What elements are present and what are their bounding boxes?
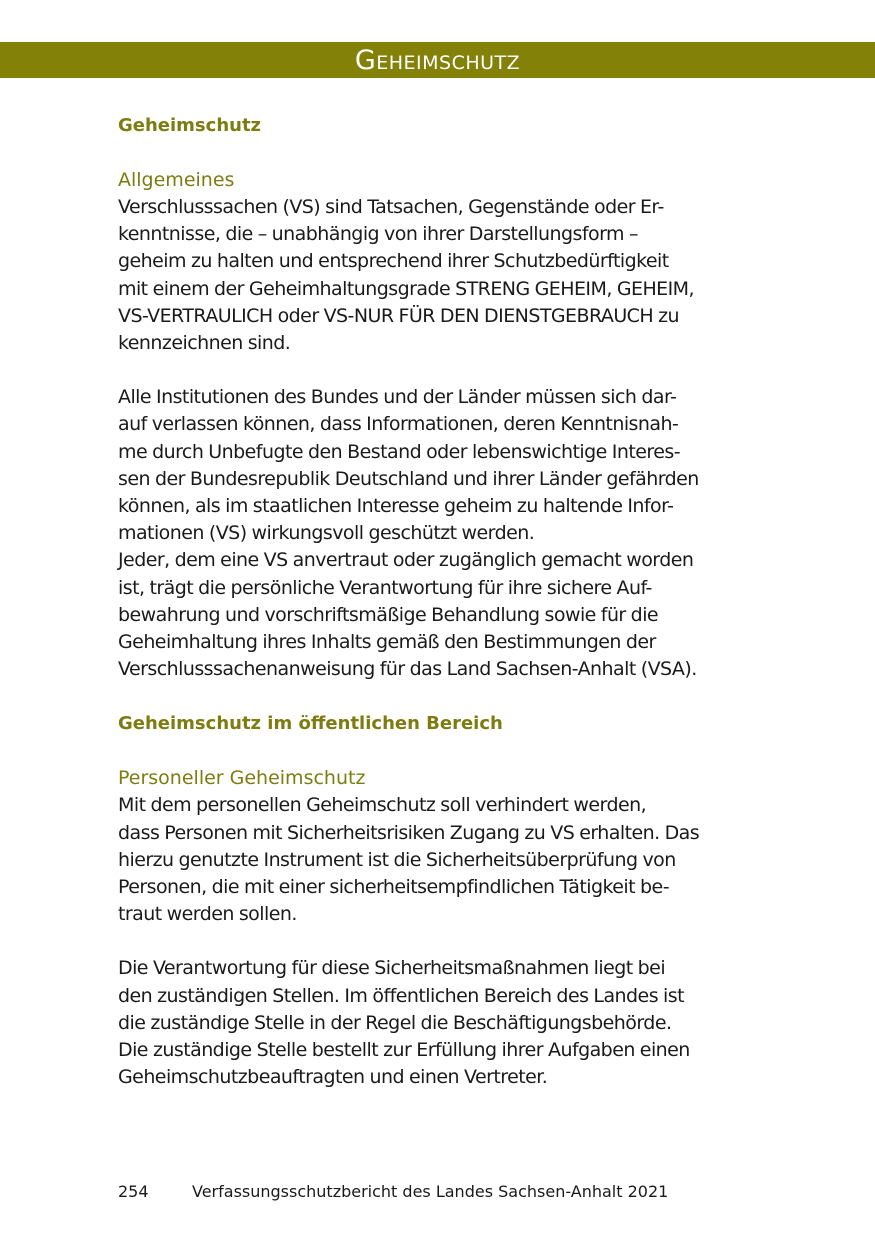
- paragraph: Die Verantwortung für diese Sicherheitsmaßnahmen liegt bei den zuständigen Stellen. Im öffentlichen Bereich des Landes ist die zuständige Stelle in der Regel die Beschäftigungsbehörde. Die zuständige Stelle bestellt zur Erfüllung ihrer Aufgaben einen Geheimschutzbeauftragten und einen Vertreter.: [118, 957, 690, 1089]
- page-number: 254: [118, 1182, 149, 1201]
- paragraph: Alle Institutionen des Bundes und der Länder müssen sich dar- auf verlassen können, dass Informationen, deren Kenntnisnah- me durch Unbefugte den Bestand oder lebenswichtige Interes- sen der Bundesrepublik Deutschland und ihrer Länder gefährden können, als im staatlichen Interesse geheim zu haltende Infor- mationen (VS) wirkungsvoll geschützt werden. Jeder, dem eine VS anvertraut oder zugänglich gemacht worden ist, trägt die persönliche Verantwortung für ihre sichere Auf- bewahrung und vorschriftsmäßige Behandlung sowie für die Geheimhaltung ihres Inhalts gemäß den Bestimmungen der Verschlusssachenanweisung für das Land Sachsen-Anhalt (VSA).: [118, 386, 699, 681]
- subsection-heading: Personeller Geheimschutz: [118, 767, 366, 790]
- subsection-heading: Allgemeines: [118, 169, 235, 191]
- chapter-banner: [0, 42, 875, 78]
- page-content: [118, 112, 768, 1091]
- section-heading: Geheimschutz im öffentlichen Bereich: [118, 713, 503, 735]
- paragraph: Mit dem personellen Geheimschutz soll verhindert werden, dass Personen mit Sicherheitsrisiken Zugang zu VS erhalten. Das hierzu genutzte Instrument ist die Sicherheitsüberprüfung von Personen, die mit einer sicherheitsempfindlichen Tätigkeit be- traut werden sollen.: [118, 794, 700, 926]
- publication-title: Verfassungsschutzbericht des Landes Sachsen-Anhalt 2021: [192, 1182, 669, 1201]
- section-heading: Geheimschutz: [118, 115, 262, 136]
- page-footer: [118, 1180, 818, 1204]
- paragraph: Verschlusssachen (VS) sind Tatsachen, Gegenstände oder Er- kenntnisse, die – unabhängig von ihrer Darstellungsform – geheim zu halten und entsprechend ihrer Schutzbedürftigkeit mit einem der Geheimhaltungsgrade STRENG GEHEIM, GEHEIM, VS-VERTRAULICH oder VS-NUR FÜR DEN DIENSTGEBRAUCH zu kennzeichnen sind.: [118, 196, 695, 355]
- chapter-title: Geheimschutz: [354, 45, 521, 76]
